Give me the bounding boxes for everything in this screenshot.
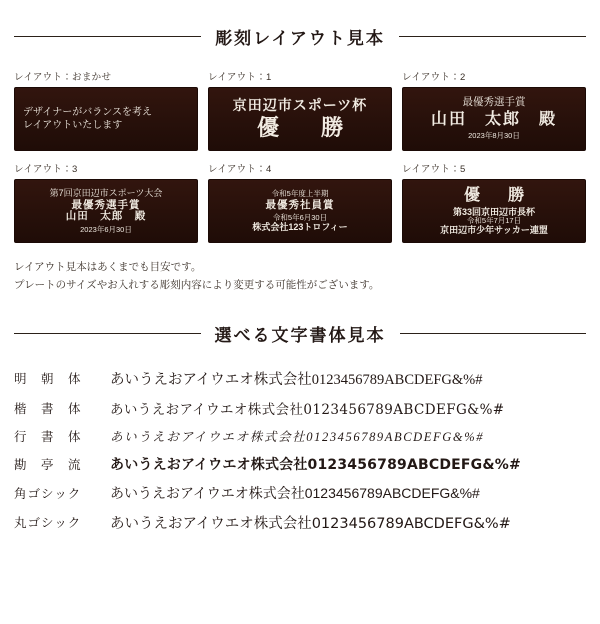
font-sample-table: [14, 368, 586, 533]
plate-line: 山田 太郎 殿: [65, 210, 147, 223]
plate-preview-2: [402, 87, 586, 151]
plate-line: 山田 太郎 殿: [430, 111, 557, 129]
layout-notes: [14, 259, 586, 295]
plate-cell: [402, 69, 586, 151]
font-sample-text: あいうえおアイウエオ株式会社0123456789ABCDEFG&%#: [110, 429, 485, 444]
plate-line: 京田辺市少年サッカー連盟: [440, 225, 548, 236]
plate-preview-1: [208, 87, 392, 151]
plate-label: レイアウト：3: [14, 164, 78, 175]
note-line: レイアウト見本はあくまでも目安です。: [14, 261, 202, 273]
font-sample-text: あいうえおアイウエオ株式会社0123456789ABCDEFG&%#: [110, 401, 505, 418]
plate-line: 令和5年6月30日: [272, 212, 328, 222]
note-line: プレートのサイズやお入れする彫刻内容により変更する可能性がございます。: [14, 278, 380, 291]
heading-rule-right: [400, 333, 587, 334]
font-name-label: 行 書 体: [14, 429, 82, 444]
heading-rule-left: [14, 333, 201, 334]
font-row-marugothic: [14, 512, 586, 533]
plate-preview-5: [402, 179, 586, 243]
plate-line: 最優秀選手賞: [462, 96, 526, 109]
plate-sample-grid: [14, 69, 586, 243]
plate-preview-omakase: [14, 87, 198, 151]
font-sample-text: あいうえおアイウエオ株式会社0123456789ABCDEFG&%#: [110, 456, 521, 473]
font-heading-text: 選べる文字書体見本: [214, 325, 386, 345]
plate-label: レイアウト：5: [402, 164, 466, 175]
font-name-label: 明 朝 体: [14, 372, 82, 387]
font-name-label: 勘 亭 流: [14, 457, 82, 472]
plate-line: 株式会社123トロフィー: [252, 222, 348, 233]
heading-rule-left: [14, 36, 201, 37]
plate-label: レイアウト：2: [402, 72, 466, 83]
plate-line: 2023年6月30日: [80, 225, 132, 235]
plate-line: デザイナーがバランスを考え: [23, 106, 152, 118]
font-row-mincho: [14, 368, 586, 389]
font-row-gyosho: [14, 427, 586, 445]
font-sample-text: あいうえおアイウエオ株式会社0123456789ABCDEFG&%#: [110, 484, 480, 501]
font-row-kantei: [14, 454, 586, 474]
plate-cell: [14, 161, 198, 243]
plate-label: レイアウト：1: [208, 72, 272, 83]
plate-line: 優 勝: [256, 114, 353, 140]
plate-line: 令和5年7月17日: [466, 215, 522, 225]
plate-label: レイアウト：4: [208, 164, 272, 175]
plate-line: 優 勝: [463, 186, 530, 204]
plate-preview-4: [208, 179, 392, 243]
plate-line: 京田辺市スポーツ杯: [232, 96, 368, 113]
font-section-heading: [14, 321, 586, 346]
plate-line: 最優秀社員賞: [265, 199, 335, 212]
font-sample-text: あいうえおアイウエオ株式会社0123456789ABCDEFG&%#: [110, 515, 511, 532]
plate-line: 最優秀選手賞: [71, 198, 141, 211]
font-name-label: 楷 書 体: [14, 401, 82, 416]
heading-rule-right: [399, 36, 586, 37]
plate-preview-3: [14, 179, 198, 243]
font-row-kakugothic: [14, 483, 586, 503]
plate-cell: [208, 161, 392, 243]
font-name-label: 丸ゴシック: [14, 516, 82, 531]
layout-section-heading: [14, 24, 586, 49]
font-row-kaisho: [14, 398, 586, 418]
layout-heading-text: 彫刻レイアウト見本: [215, 29, 385, 48]
plate-line: 第33回京田辺市長杯: [452, 206, 535, 217]
font-name-label: 角ゴシック: [14, 486, 82, 501]
plate-line: 令和5年度上半期: [271, 188, 329, 198]
plate-line: レイアウトいたします: [23, 120, 123, 131]
page-root: [0, 24, 600, 624]
plate-cell: [208, 69, 392, 151]
plate-cell: [402, 161, 586, 243]
font-sample-text: あいうえおアイウエオ株式会社0123456789ABCDEFG&%#: [110, 371, 483, 388]
plate-label: レイアウト：おまかせ: [14, 72, 112, 83]
plate-cell: [14, 69, 198, 151]
plate-line: 第7回京田辺市スポーツ大会: [49, 187, 163, 198]
plate-line: 2023年8月30日: [468, 131, 520, 141]
